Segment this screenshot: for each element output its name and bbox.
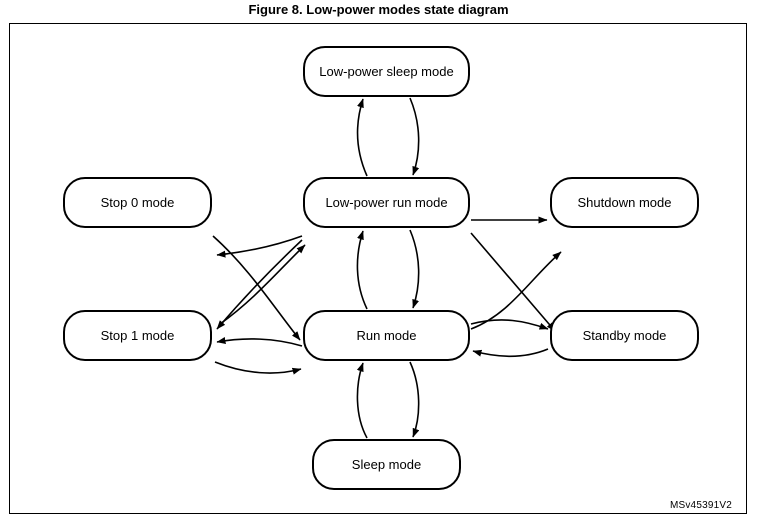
state-node-sleep-mode[interactable] bbox=[312, 439, 461, 490]
state-node-label: Stop 1 mode bbox=[100, 328, 175, 343]
state-node-label: Low-power run mode bbox=[325, 195, 448, 210]
state-node-label: Shutdown mode bbox=[577, 195, 672, 210]
figure-title: Figure 8. Low-power modes state diagram bbox=[248, 2, 509, 17]
state-node-low-power-sleep-mode[interactable] bbox=[303, 46, 470, 97]
state-node-low-power-run-mode[interactable] bbox=[303, 177, 470, 228]
state-node-shutdown-mode[interactable] bbox=[550, 177, 699, 228]
figure-doc-id: MSv45391V2 bbox=[669, 500, 732, 511]
state-node-label: Stop 0 mode bbox=[100, 195, 175, 210]
state-node-standby-mode[interactable] bbox=[550, 310, 699, 361]
state-node-run-mode[interactable] bbox=[303, 310, 470, 361]
state-node-label: Sleep mode bbox=[351, 457, 422, 472]
diagram-frame bbox=[9, 23, 747, 514]
state-node-label: Standby mode bbox=[582, 328, 667, 343]
state-node-label: Run mode bbox=[356, 328, 417, 343]
state-node-stop-1-mode[interactable] bbox=[63, 310, 212, 361]
state-node-label: Low-power sleep mode bbox=[319, 64, 454, 79]
state-node-stop-0-mode[interactable] bbox=[63, 177, 212, 228]
